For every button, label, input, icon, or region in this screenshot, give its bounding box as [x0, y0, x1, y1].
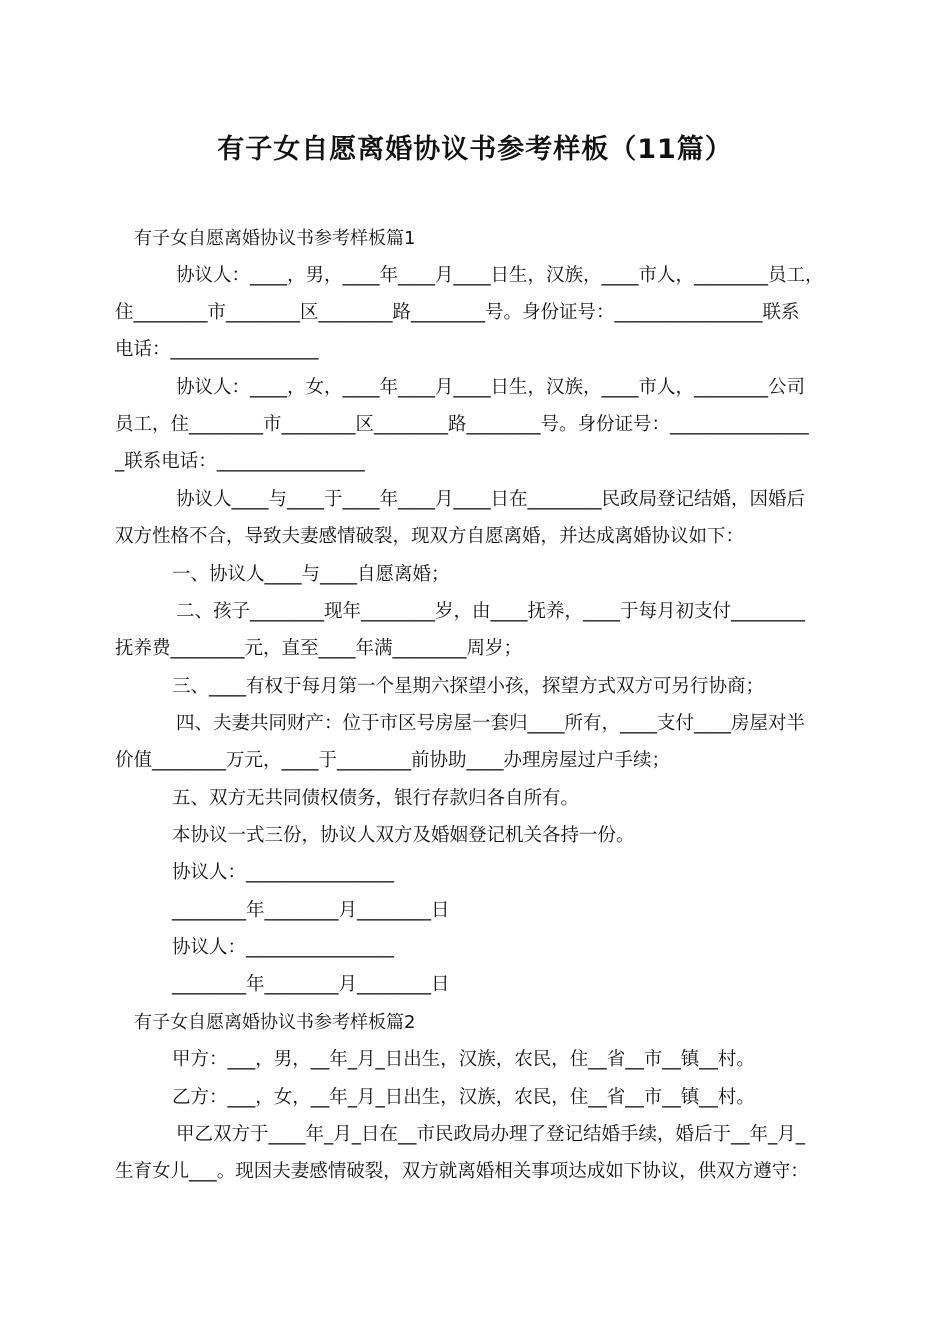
- paragraph-line: 乙方：___，女，__年_月_日出生，汉族，农民，住__省__市__镇__村。: [172, 1087, 755, 1108]
- section-heading-2: 有子女自愿离婚协议书参考样板篇2: [134, 1012, 416, 1033]
- paragraph-line: 甲乙双方于____年_月_日在__市民政局办理了登记结婚手续，婚后于__年_月_: [176, 1124, 806, 1145]
- section-heading-1: 有子女自愿离婚协议书参考样板篇1: [134, 228, 416, 249]
- paragraph-line: 四、夫妻共同财产：位于市区号房屋一套归____所有，____支付____房屋对半: [176, 713, 806, 734]
- paragraph-line: 一、协议人____与____自愿离婚；: [172, 564, 450, 585]
- paragraph-line: 抚养费________元，直至____年满________周岁；: [115, 638, 523, 659]
- paragraph-line: 协议人____与____于____年____月____日在________民政局登记结婚，因婚后: [176, 489, 806, 510]
- date-line: ________年________月________日: [172, 900, 450, 921]
- document-title: 有子女自愿离婚协议书参考样板（11篇）: [217, 134, 733, 165]
- paragraph-line: 三、____有权于每月第一个星期六探望小孩，探望方式双方可另行协商；: [172, 676, 765, 697]
- paragraph-line: 生育女儿___。现因夫妻感情破裂，双方就离婚相关事项达成如下协议，供双方遵守：: [115, 1161, 809, 1182]
- paragraph-line: 员工，住________市________区________路________号。身份证号：_______________: [115, 414, 809, 435]
- paragraph-line: 双方性格不合，导致夫妻感情破裂，现双方自愿离婚，并达成离婚协议如下：: [115, 526, 745, 547]
- paragraph-line: 本协议一式三份，协议人双方及婚姻登记机关各持一份。: [172, 825, 635, 846]
- paragraph-line: 协议人：____，男，____年____月____日生，汉族，____市人，________员工，: [176, 265, 824, 286]
- paragraph-line: _联系电话：________________: [115, 451, 365, 472]
- signature-line: 协议人：________________: [172, 937, 395, 958]
- date-line: ________年________月________日: [172, 974, 450, 995]
- paragraph-line: 住________市________区________路________号。身份证号：________________联系: [115, 302, 800, 323]
- paragraph-line: 价值________万元，____于________前协助____办理房屋过户手续；: [115, 750, 671, 771]
- paragraph-line: 五、双方无共同债权债务，银行存款归各自所有。: [172, 788, 580, 809]
- paragraph-line: 二、孩子________现年________岁，由____抚养，____于每月初支付________: [176, 601, 806, 622]
- paragraph-line: 电话：________________: [115, 339, 319, 360]
- signature-line: 协议人：________________: [172, 862, 395, 883]
- paragraph-line: 甲方：___，男，__年_月_日出生，汉族，农民，住__省__市__镇__村。: [172, 1049, 755, 1070]
- paragraph-line: 协议人：____，女，____年____月____日生，汉族，____市人，________公司: [176, 377, 806, 398]
